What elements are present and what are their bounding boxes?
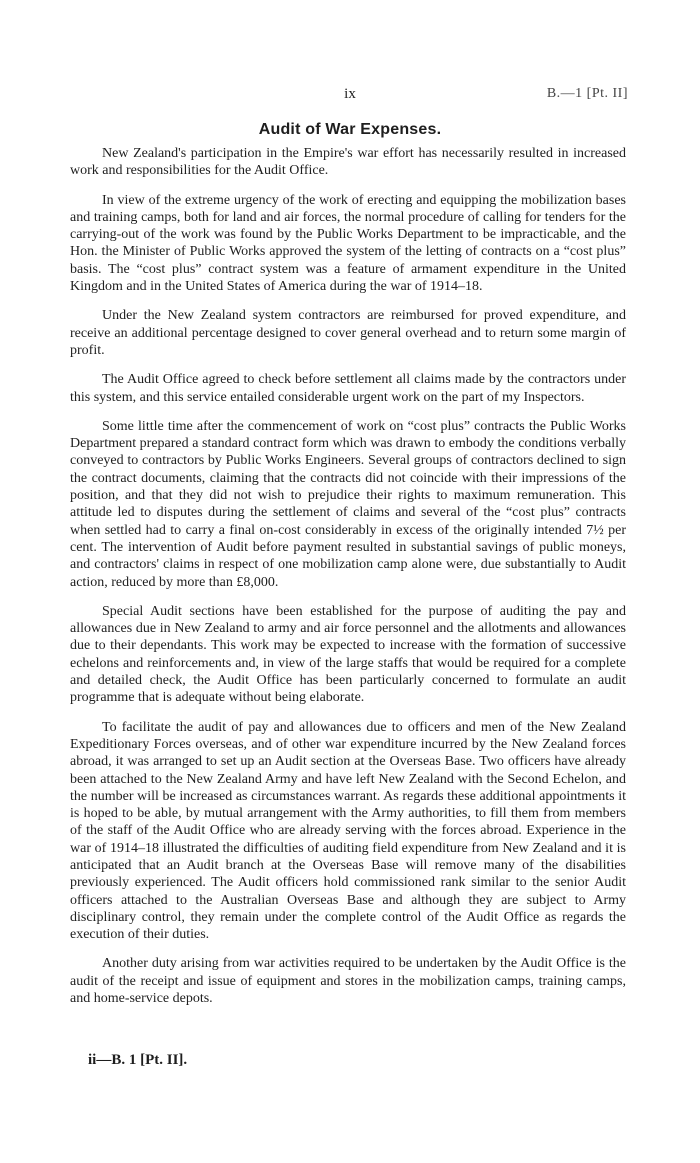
paragraph: Under the New Zealand system contractors are reimbursed for proved expenditure, and receive an additional percentage designed to cover general overhead and to return some margin of profit.	[70, 308, 626, 358]
paragraph: Some little time after the commencement of work on “cost plus” contracts the Public Works Department prepared a standard contract form which was drawn to embody the conditions verbally conveyed to contractors by Public Works Engineers. Several groups of contractors declined to sign the contract documents, claiming that the contracts did not coincide with their impressions of the position, and that they did not wish to prejudice their rights to maximum remuneration. This attitude led to disputes during the settlement of claims and several of the “cost plus” contracts when settled had to carry a final on-cost considerably in excess of the originally intended 7½ per cent. The intervention of Audit before payment resulted in substantial savings of public moneys, and contractors' claims in respect of one mobilization camp alone were, due substantially to Audit action, reduced by more than £8,000.	[70, 418, 626, 590]
body-text	[70, 145, 626, 1019]
paragraph: Another duty arising from war activities required to be undertaken by the Audit Office is the audit of the receipt and issue of equipment and stores in the mobilization camps, training camps, and home-service depots.	[70, 956, 626, 1007]
paragraph: Special Audit sections have been established for the purpose of auditing the pay and allowances due in New Zealand to army and air force personnel and the allotments and allowances due to their dependants. This work may be expected to increase with the formation of successive echelons and reinforcements and, in view of the large staffs that would be required for a complete and detailed check, the Audit Office has been particularly concerned to formulate an audit programme that is adequate without being elaborate.	[70, 603, 626, 706]
paragraph: New Zealand's participation in the Empire's war effort has necessarily resulted in increased work and responsibilities for the Audit Office.	[70, 146, 626, 179]
paragraph: In view of the extreme urgency of the work of erecting and equipping the mobilization bases and training camps, both for land and air forces, the normal procedure of calling for tenders for the carrying-out of the work was found by the Public Works Department to be impracticable, and the Hon. the Minister of Public Works approved the system of the letting of contracts on a “cost plus” basis. The “cost plus” contract system was a feature of armament expenditure in the United Kingdom and in the United States of America during the war of 1914–18.	[70, 192, 626, 295]
page-number: ix	[344, 86, 356, 102]
paragraph: To facilitate the audit of pay and allowances due to officers and men of the New Zealand Expeditionary Forces overseas, and of other war expenditure incurred by the New Zealand forces abroad, it was arranged to set up an Audit section at the Overseas Base. Two officers have already been attached to the New Zealand Army and have left New Zealand with the Second Echelon, and the number will be increased as circumstances warrant. As regards these additional appointments it is hoped to be able, by mutual arrangement with the Army authorities, to fill them from members of the staff of the Audit Office who are already serving with the forces abroad. Experience in the war of 1914–18 illustrated the difficulties of auditing field expenditure from New Zealand and it is anticipated that an Audit branch at the Overseas Base will remove many of the disabilities previously experienced. The Audit officers hold commissioned rank similar to the senior Audit officers attached to the Australian Overseas Base and although they are subject to Army disciplinary control, they remain under the complete control of the Audit Office as regards the execution of their duties.	[70, 719, 626, 943]
section-title: Audit of War Expenses.	[258, 121, 442, 138]
document-reference: B.—1 [Pt. II]	[546, 86, 628, 101]
paragraph: The Audit Office agreed to check before settlement all claims made by the contractors under this system, and this service entailed considerable urgent work on the part of my Inspectors.	[70, 372, 626, 405]
signature-reference: ii—B. 1 [Pt. II].	[88, 1052, 188, 1068]
